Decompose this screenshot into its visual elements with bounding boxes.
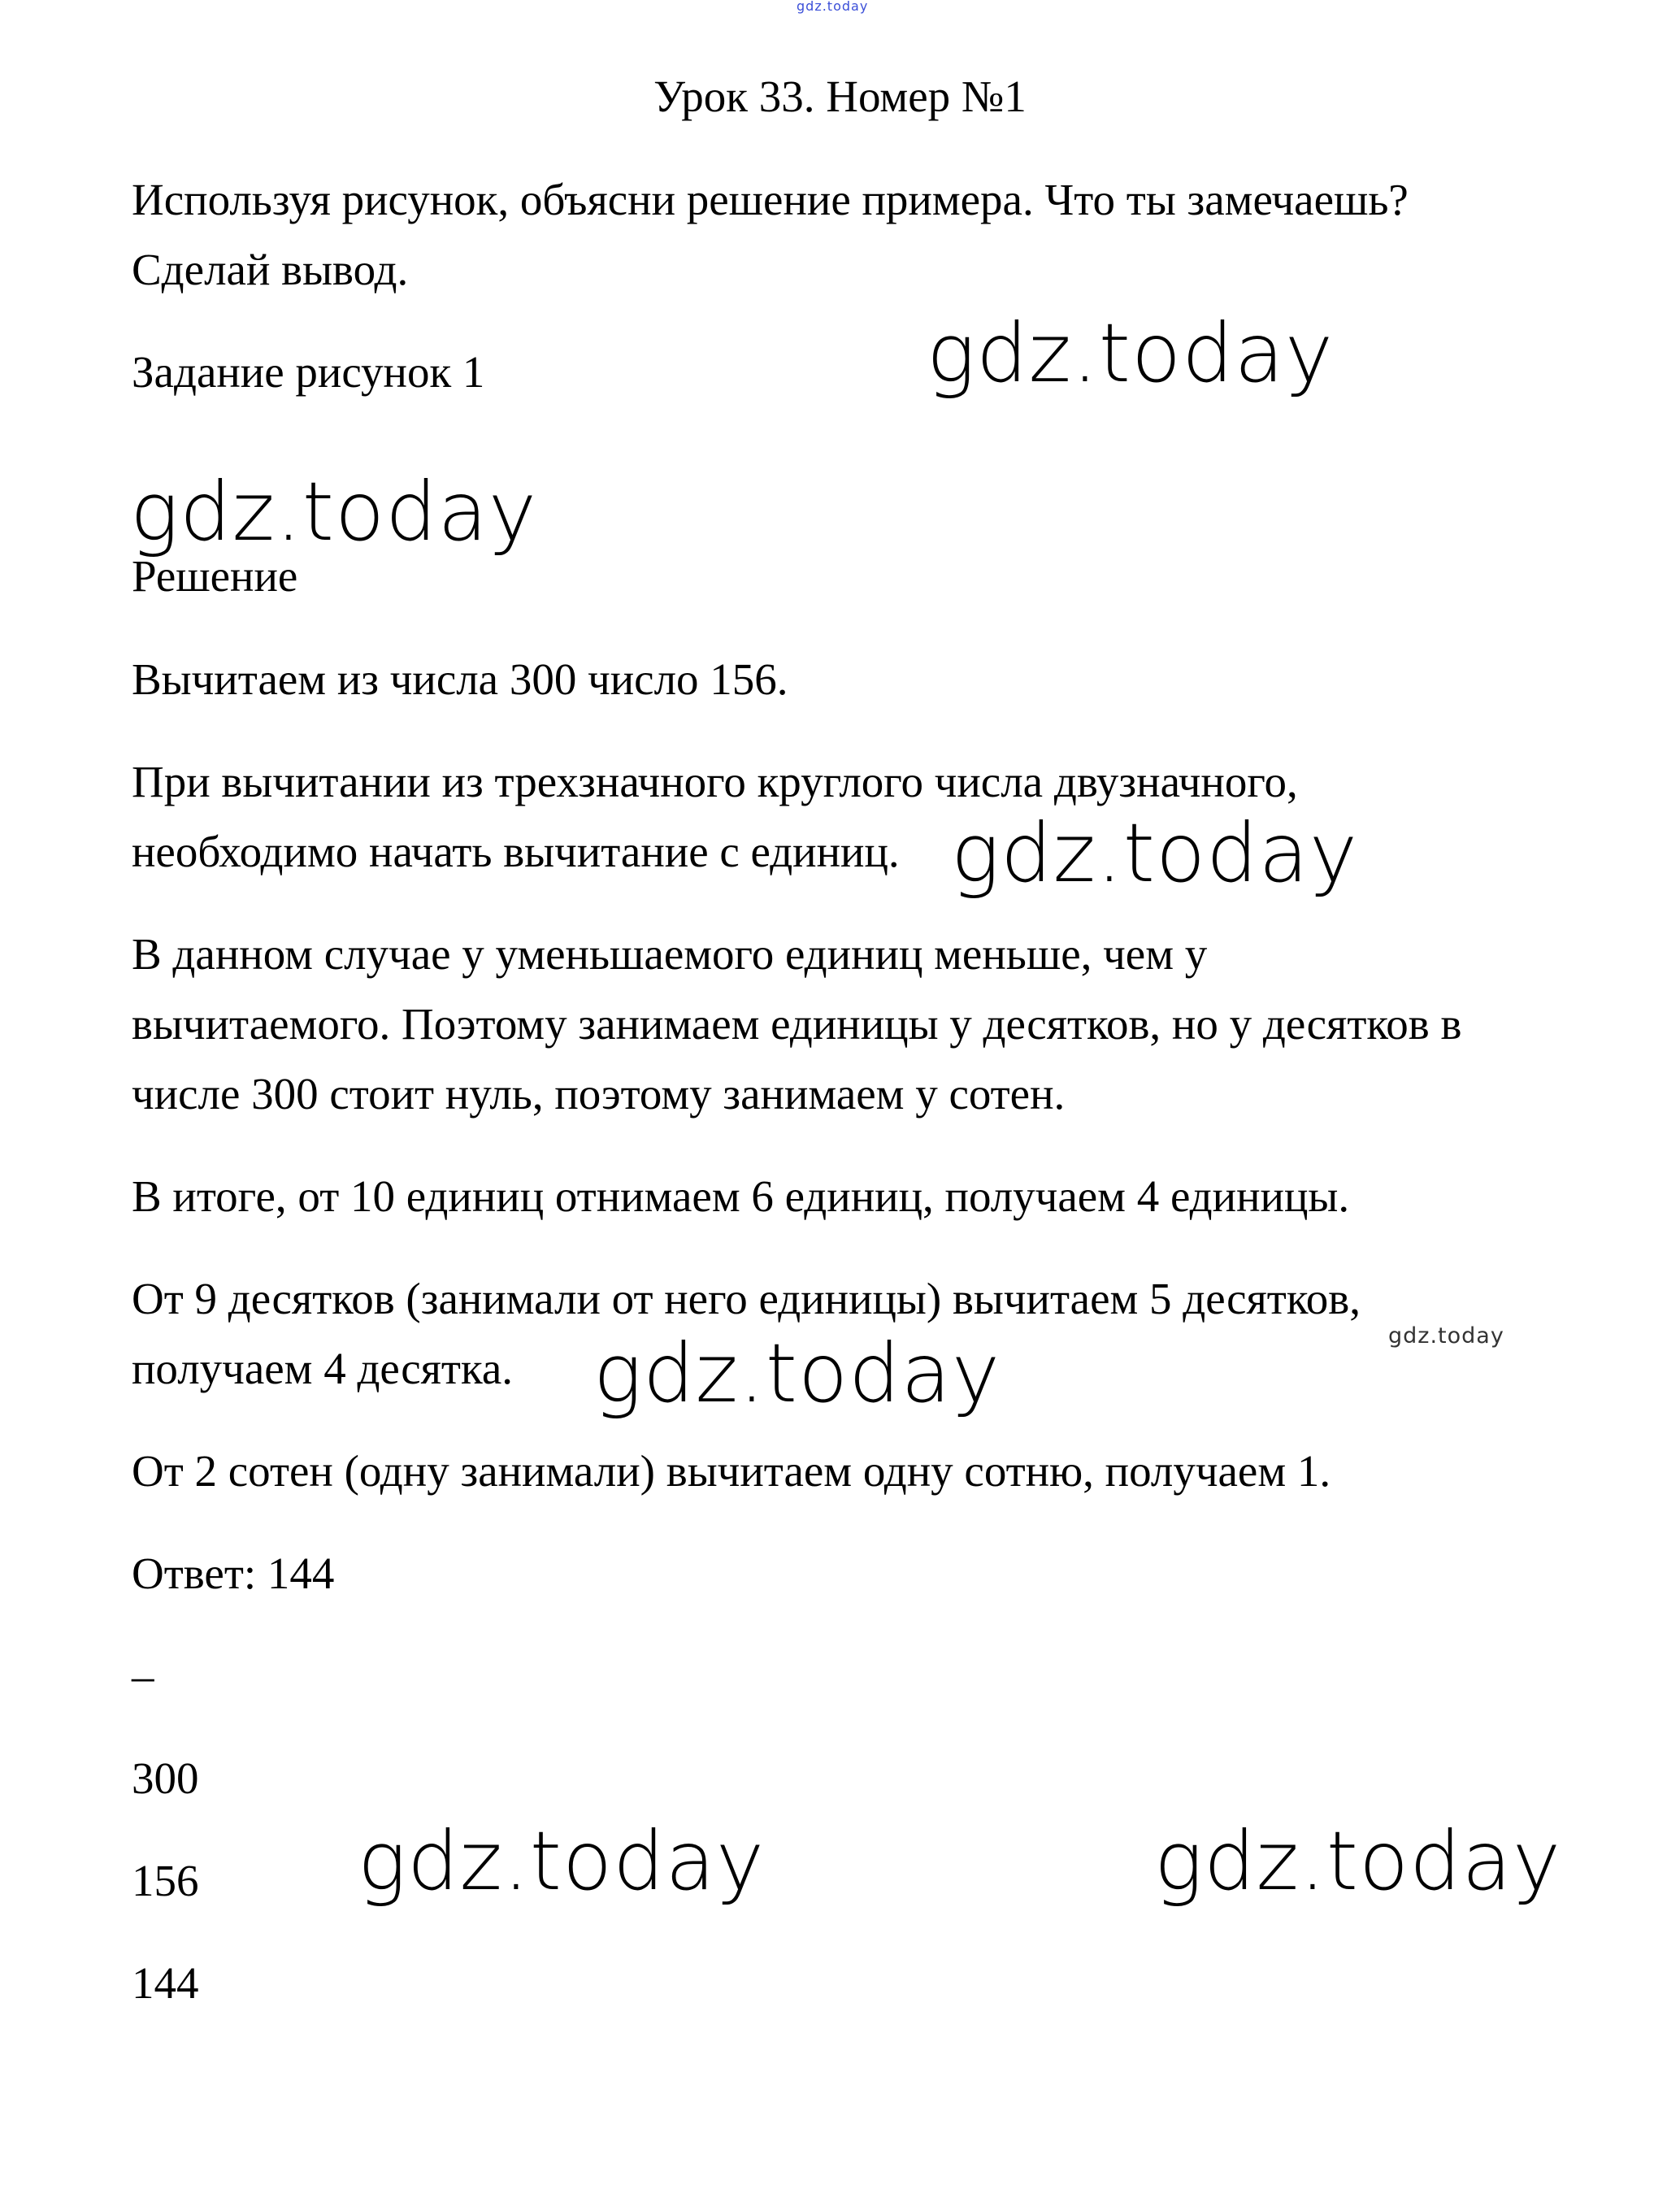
answer: Ответ: 144	[132, 1549, 335, 1598]
watermark-5: gdz.today	[358, 1814, 766, 1909]
paragraph-2-line-2: необходимо начать вычитание с единиц.	[132, 827, 900, 876]
solution-heading: Решение	[132, 551, 298, 601]
paragraph-5-line-2: получаем 4 десятка.	[132, 1344, 514, 1393]
page-title: Урок 33. Номер №1	[653, 72, 1027, 121]
paragraph-5-line-1: От 9 десятков (занимали от него единицы) вычитаем 5 десятков,	[132, 1274, 1361, 1323]
watermark-top: gdz.today	[797, 0, 869, 14]
figure-caption: Задание рисунок 1	[132, 347, 485, 397]
paragraph-4-line-1: В итоге, от 10 единиц отнимаем 6 единиц, получаем 4 единицы.	[132, 1171, 1350, 1221]
paragraph-3-line-1: В данном случае у уменьшаемого единиц меньше, чем у	[132, 929, 1208, 979]
minuend: 300	[132, 1753, 199, 1803]
subtrahend: 156	[132, 1856, 199, 1905]
watermark-3: gdz.today	[951, 806, 1359, 901]
subtraction-sign: –	[132, 1651, 154, 1701]
watermark-small: gdz.today	[1388, 1323, 1504, 1349]
watermark-1: gdz.today	[927, 306, 1335, 401]
paragraph-3-line-3: числе 300 стоит нуль, поэтому занимаем у сотен.	[132, 1069, 1066, 1119]
watermark-4: gdz.today	[593, 1326, 1001, 1421]
watermark-6: gdz.today	[1154, 1814, 1562, 1909]
paragraph-1-line-1: Вычитаем из числа 300 число 156.	[132, 654, 788, 704]
task-line-2: Сделай вывод.	[132, 245, 409, 294]
task-line-1: Используя рисунок, объясни решение примера. Что ты замечаешь?	[132, 175, 1409, 224]
watermark-2: gdz.today	[130, 464, 538, 559]
paragraph-2-line-1: При вычитании из трехзначного круглого числа двузначного,	[132, 757, 1298, 806]
paragraph-6-line-1: От 2 сотен (одну занимали) вычитаем одну сотню, получаем 1.	[132, 1446, 1331, 1496]
difference: 144	[132, 1958, 199, 2008]
paragraph-3-line-2: вычитаемого. Поэтому занимаем единицы у десятков, но у десятков в	[132, 999, 1462, 1049]
